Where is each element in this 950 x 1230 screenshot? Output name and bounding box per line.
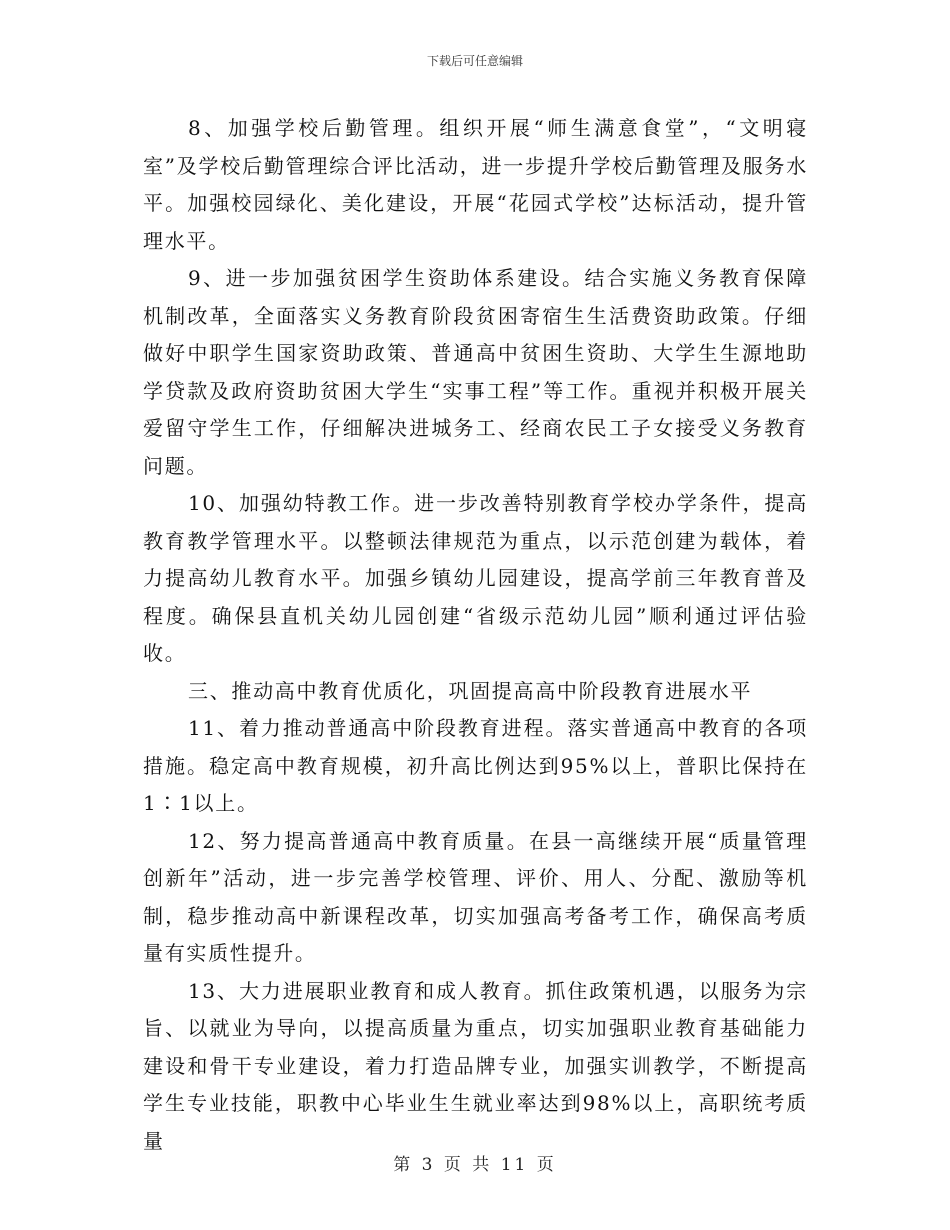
paragraph-item-11: 11、着力推动普通高中阶段教育进程。落实普通高中教育的各项措施。稳定高中教育规模，初升高比例达到95%以上，普职比保持在1∶1以上。 bbox=[143, 716, 808, 815]
page-number-footer: 第 3 页 共 11 页 bbox=[393, 1155, 557, 1175]
paragraph-item-8: 8、加强学校后勤管理。组织开展“师生满意食堂”，“文明寝室”及学校后勤管理综合评比活动，进一步提升学校后勤管理及服务水平。加强校园绿化、美化建设，开展“花园式学校”达标活动，提升管理水平。 bbox=[143, 116, 808, 253]
document-body bbox=[143, 110, 808, 1160]
page-header: 下载后可任意编辑 bbox=[426, 54, 523, 68]
paragraph-item-9: 9、进一步加强贫困学生资助体系建设。结合实施义务教育保障机制改革，全面落实义务教育阶段贫困寄宿生生活费资助政策。仔细做好中职学生国家资助政策、普通高中贫困生资助、大学生生源地助学贷款及政府资助贫困大学生“实事工程”等工作。重视并积极开展关爱留守学生工作，仔细解决进城务工、经商农民工子女接受义务教育问题。 bbox=[143, 266, 808, 478]
paragraph-item-12: 12、努力提高普通高中教育质量。在县一高继续开展“质量管理创新年”活动，进一步完善学校管理、评价、用人、分配、激励等机制，稳步推动高中新课程改革，切实加强高考备考工作，确保高考质量有实质性提升。 bbox=[143, 828, 808, 965]
section-heading-3: 三、推动高中教育优质化，巩固提高高中阶段教育进展水平 bbox=[188, 678, 753, 703]
paragraph-item-13: 13、大力进展职业教育和成人教育。抓住政策机遇，以服务为宗旨、以就业为导向，以提高质量为重点，切实加强职业教育基础能力建设和骨干专业建设，着力打造品牌专业，加强实训教学，不断提高学生专业技能，职教中心毕业生生就业率达到98%以上，高职统考质量 bbox=[143, 978, 808, 1153]
paragraph-item-10: 10、加强幼特教工作。进一步改善特别教育学校办学条件，提高教育教学管理水平。以整顿法律规范为重点，以示范创建为载体，着力提高幼儿教育水平。加强乡镇幼儿园建设，提高学前三年教育普及程度。确保县直机关幼儿园创建“省级示范幼儿园”顺利通过评估验收。 bbox=[143, 491, 808, 665]
